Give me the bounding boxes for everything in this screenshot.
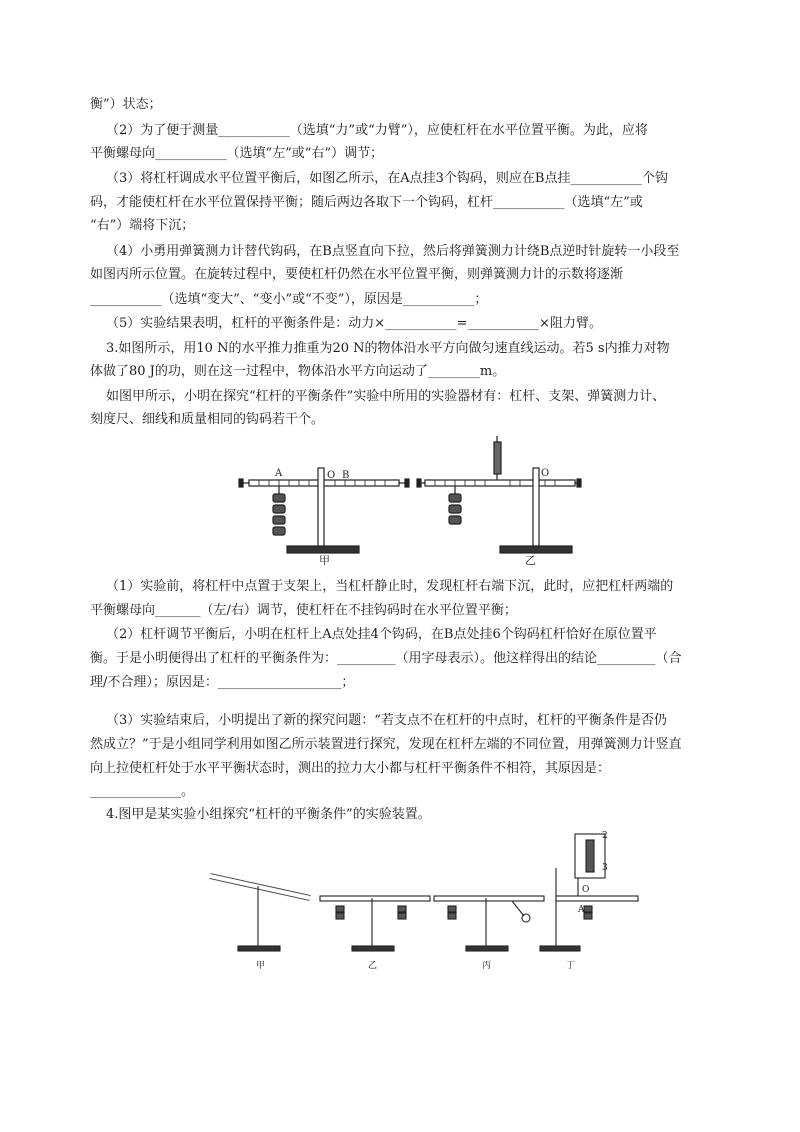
text-line: 然成立？”于是小组同学利用如图乙所示装置进行探究，发现在杠杆左端的不同位置，用弹簧测力计竖直 bbox=[90, 737, 682, 752]
lever-figure-2 bbox=[200, 820, 650, 980]
question-4: 4.图甲是某实验小组探究“杠杆的平衡条件”的实验装置。 bbox=[106, 807, 431, 822]
label-o2: O bbox=[541, 468, 550, 479]
text-line: 平衡螺母向___________（选填“左”或“右”）调节； bbox=[90, 146, 384, 161]
text-line: （3）实验结束后，小明提出了新的探究问题：“若支点不在杠杆的中点时，杠杆的平衡条件是否仍 bbox=[106, 713, 667, 728]
text-line: 向上拉使杠杆处于水平平衡状态时，测出的拉力大小都与杠杆平衡条件不相符，其原因是： bbox=[90, 761, 611, 776]
text-line: 体做了80 J的功，则在这一过程中，物体沿水平方向运动了________m。 bbox=[90, 364, 506, 379]
text-line: 衡”）状态； bbox=[90, 97, 162, 112]
text-line: 衡。于是小明便得出了杠杆的平衡条件为：_________（用字母表示）。他这样得出的结论_________（合 bbox=[90, 651, 682, 666]
label-a: A bbox=[275, 468, 283, 479]
text-line: 如图丙所示位置。在旋转过程中，要使杠杆仍然在水平位置平衡，则弹簧测力计的示数将逐渐 bbox=[90, 267, 624, 282]
text-line: “右”）端将下沉； bbox=[90, 218, 195, 233]
text-line: （5）实验结果表明，杠杆的平衡条件是：动力×___________=___________×阻力臂。 bbox=[106, 316, 602, 331]
label-o: O bbox=[582, 885, 590, 895]
text-line: ______________。 bbox=[90, 784, 195, 799]
caption-ding: 丁 bbox=[566, 961, 576, 971]
text-line: 如图甲所示，小明在探究“杠杆的平衡条件”实验中所用的实验器材有：杠杆、支架、弹簧测力计、 bbox=[106, 389, 666, 404]
question-3: 3.如图所示，用10 N的水平推力推重为20 N的物体沿水平方向做匀速直线运动。若5 s内推力对物 bbox=[106, 341, 670, 356]
caption-yi: 乙 bbox=[525, 554, 536, 567]
label-b: B bbox=[342, 470, 350, 481]
text-line: ___________（选填“变大”、“变小”或“不变”），原因是___________； bbox=[90, 292, 488, 307]
lever-figure-1 bbox=[235, 428, 585, 568]
scale-label-top: 2 bbox=[602, 831, 608, 841]
label-a: A bbox=[578, 905, 585, 915]
text-line: （3）将杠杆调成水平位置平衡后，如图乙所示，在A点挂3个钩码，则应在B点挂___________个钩 bbox=[106, 171, 668, 186]
label-o: O bbox=[327, 470, 336, 481]
text-line: 平衡螺母向_______（左/右）调节，使杠杆在不挂钩码时在水平位置平衡； bbox=[90, 603, 517, 618]
text-line: （1）实验前，将杠杆中点置于支架上，当杠杆静止时，发现杠杆右端下沉，此时，应把杠杆两端的 bbox=[106, 579, 674, 594]
caption-jia: 甲 bbox=[256, 961, 266, 971]
caption-jia: 甲 bbox=[319, 554, 330, 567]
text-line: 码，才能使杠杆在水平位置保持平衡；随后两边各取下一个钩码，杠杆___________（选填“左”或 bbox=[90, 195, 643, 210]
caption-bing: 丙 bbox=[482, 961, 492, 971]
text-line: 刻度尺、细线和质量相同的钩码若干个。 bbox=[90, 412, 325, 427]
caption-yi: 乙 bbox=[368, 961, 378, 971]
text-line: （2）杠杆调节平衡后，小明在杠杆上A点处挂4个钩码，在B点处挂6个钩码杠杆恰好在原位置平 bbox=[106, 627, 657, 642]
scale-label-bottom: 3 bbox=[602, 863, 608, 873]
text-line: 理/不合理）；原因是：___________________； bbox=[90, 675, 355, 690]
text-line: （4）小勇用弹簧测力计替代钩码，在B点竖直向下拉，然后将弹簧测力计绕B点逆时针旋转一小段至 bbox=[106, 244, 680, 259]
text-line: （2）为了便于测量___________（选填“力”或“力臂”），应使杠杆在水平位置平衡。为此，应将 bbox=[106, 123, 648, 138]
